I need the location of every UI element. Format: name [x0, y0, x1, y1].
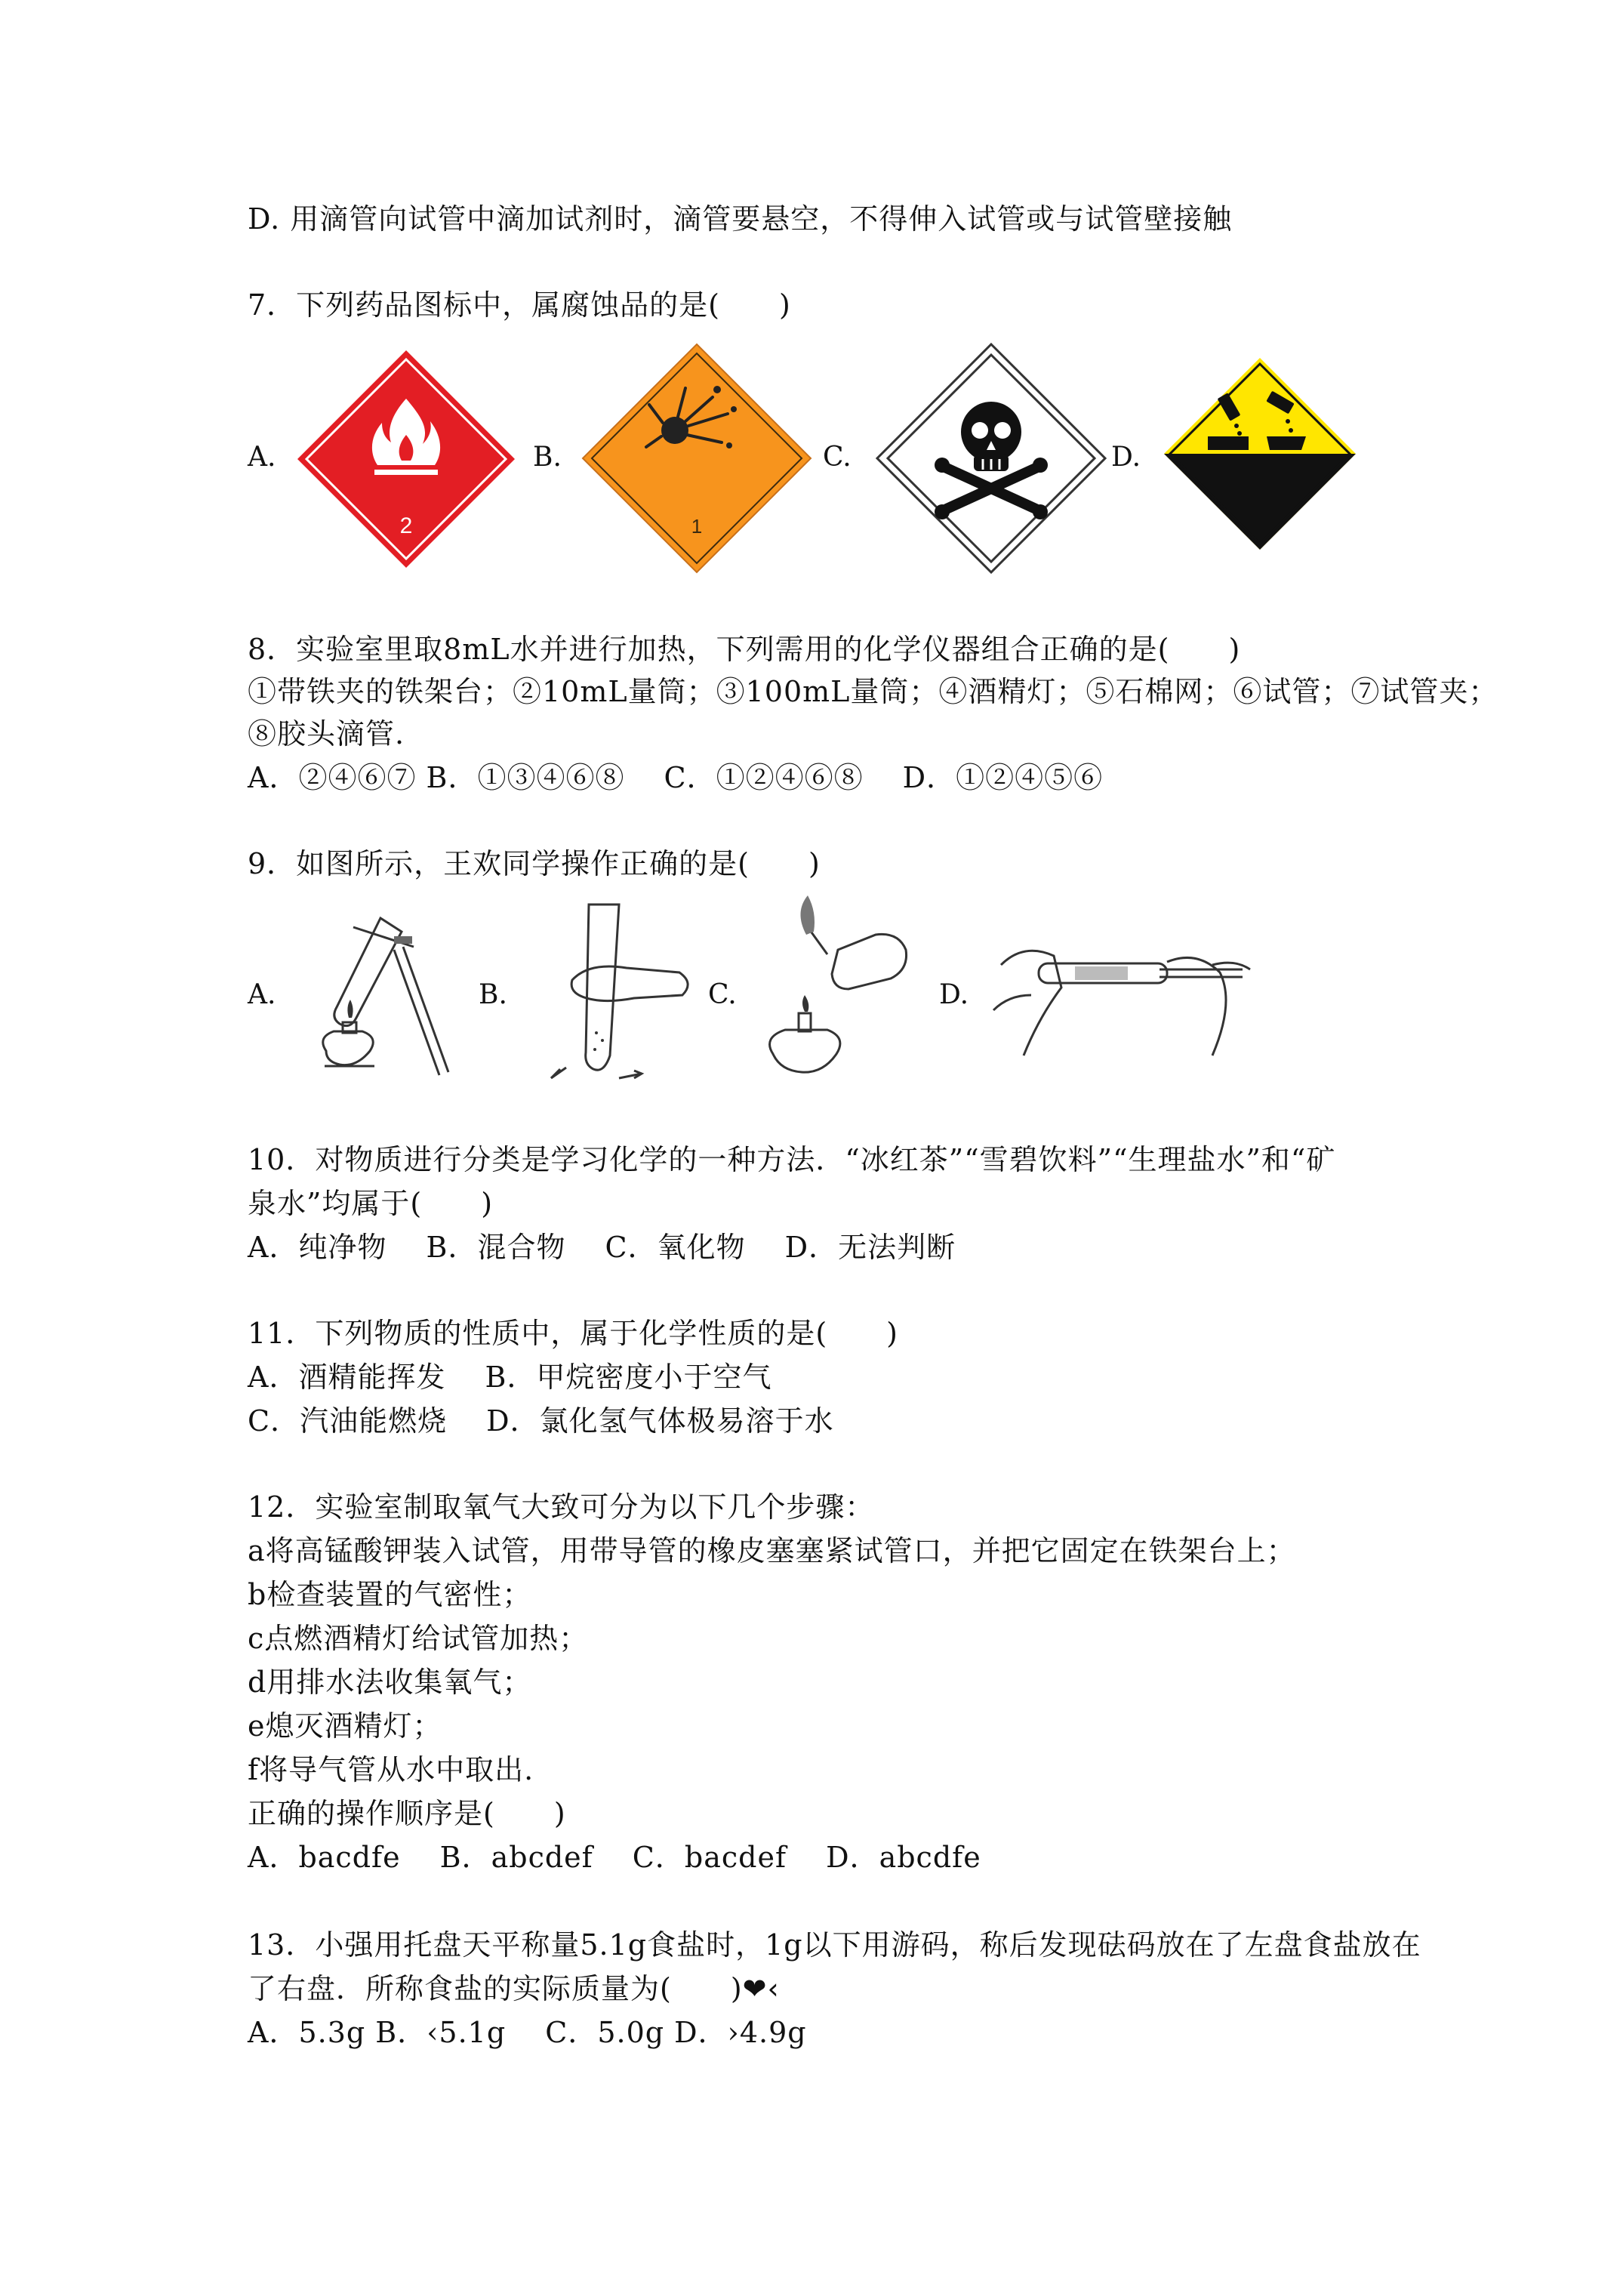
q11-options-line1: A．酒精能挥发 B．甲烷密度小于空气 — [248, 1361, 772, 1394]
q13-stem-text: 了右盘．所称食盐的实际质量为( ) — [248, 1972, 743, 2005]
q8-stem: 8．实验室里取8mL水并进行加热，下列需用的化学仪器组合正确的是( ) — [248, 633, 1241, 666]
q13-options: A．5.3g B．‹5.1g C．5.0g D．›4.9g — [248, 2016, 807, 2049]
q12-step-c: c点燃酒精灯给试管加热； — [248, 1622, 589, 1655]
q12-options: A．bacdfe B．abcdef C．bacdef D．abcdfe — [248, 1841, 981, 1874]
explosive-sign-number: 1 — [691, 515, 703, 538]
q13-trailing-glyphs: ❤‹ — [742, 1972, 780, 2005]
q10-stem-line1: 10．对物质进行分类是学习化学的一种方法．“冰红茶”“雪碧饮料”“生理盐水”和“矿 — [248, 1143, 1336, 1176]
lighting-lamp-figure — [755, 889, 929, 1086]
q11-options-line2: C．汽油能燃烧 D．氯化氢气体极易溶于水 — [248, 1404, 834, 1438]
q8-items-line1: ①带铁夹的铁架台；②10mL量筒；③100mL量筒；④酒精灯；⑤石棉网；⑥试管；⑦试管夹； — [248, 675, 1498, 708]
q7-stem: 7．下列药品图标中，属腐蚀品的是( ) — [248, 288, 791, 322]
q7-label-c: C. — [823, 442, 852, 473]
q11-stem: 11．下列物质的性质中，属于化学性质的是( ) — [248, 1317, 899, 1350]
q13-stem-line1: 13．小强用托盘天平称量5.1g食盐时，1g以下用游码，称后发现砝码放在了左盘食盐放在 — [248, 1928, 1421, 1962]
q9-stem: 9．如图所示，王欢同学操作正确的是( ) — [248, 847, 821, 880]
q10-stem-line2: 泉水”均属于( ) — [248, 1187, 494, 1220]
q9-label-a: A. — [248, 979, 276, 1010]
corrosive-sign — [1161, 355, 1359, 553]
q8-items-line2: ⑧胶头滴管. — [248, 717, 405, 750]
q12-step-a: a将高锰酸钾装入试管，用带导管的橡皮塞塞紧试管口，并把它固定在铁架台上； — [248, 1534, 1296, 1567]
q12-step-f: f将导气管从水中取出. — [248, 1753, 534, 1786]
q7-label-b: B. — [533, 442, 562, 473]
q8-options: A．②④⑥⑦ B．①③④⑥⑧ C．①②④⑥⑧ D．①②④⑤⑥ — [248, 761, 1104, 794]
q9-label-d: D. — [939, 979, 969, 1010]
toxic-skull-sign — [874, 341, 1108, 575]
holding-test-tube-figure — [986, 920, 1258, 1063]
explosive-sign — [580, 341, 814, 575]
q12-step-b: b检查装置的气密性； — [248, 1578, 532, 1611]
q9-label-b: B. — [479, 979, 507, 1010]
flammable-gas-sign — [293, 346, 519, 572]
q7-label-d: D. — [1111, 442, 1141, 473]
q9-label-c: C. — [708, 979, 737, 1010]
q12-step-d: d用排水法收集氧气； — [248, 1666, 532, 1699]
shaking-test-tube-figure — [521, 889, 702, 1086]
q13-stem-line2 — [248, 1968, 780, 2010]
q7-label-a: A. — [248, 442, 276, 473]
q12-stem: 12．实验室制取氧气大致可分为以下几个步骤： — [248, 1490, 875, 1524]
q12-question: 正确的操作顺序是( ) — [248, 1797, 566, 1830]
q12-step-e: e熄灭酒精灯； — [248, 1709, 442, 1743]
q6-option-d: D. 用滴管向试管中滴加试剂时，滴管要悬空，不得伸入试管或与试管壁接触 — [248, 202, 1233, 236]
heating-test-tube-figure — [281, 897, 477, 1078]
q10-options: A．纯净物 B．混合物 C．氧化物 D．无法判断 — [248, 1231, 956, 1264]
flammable-sign-number: 2 — [399, 513, 413, 538]
